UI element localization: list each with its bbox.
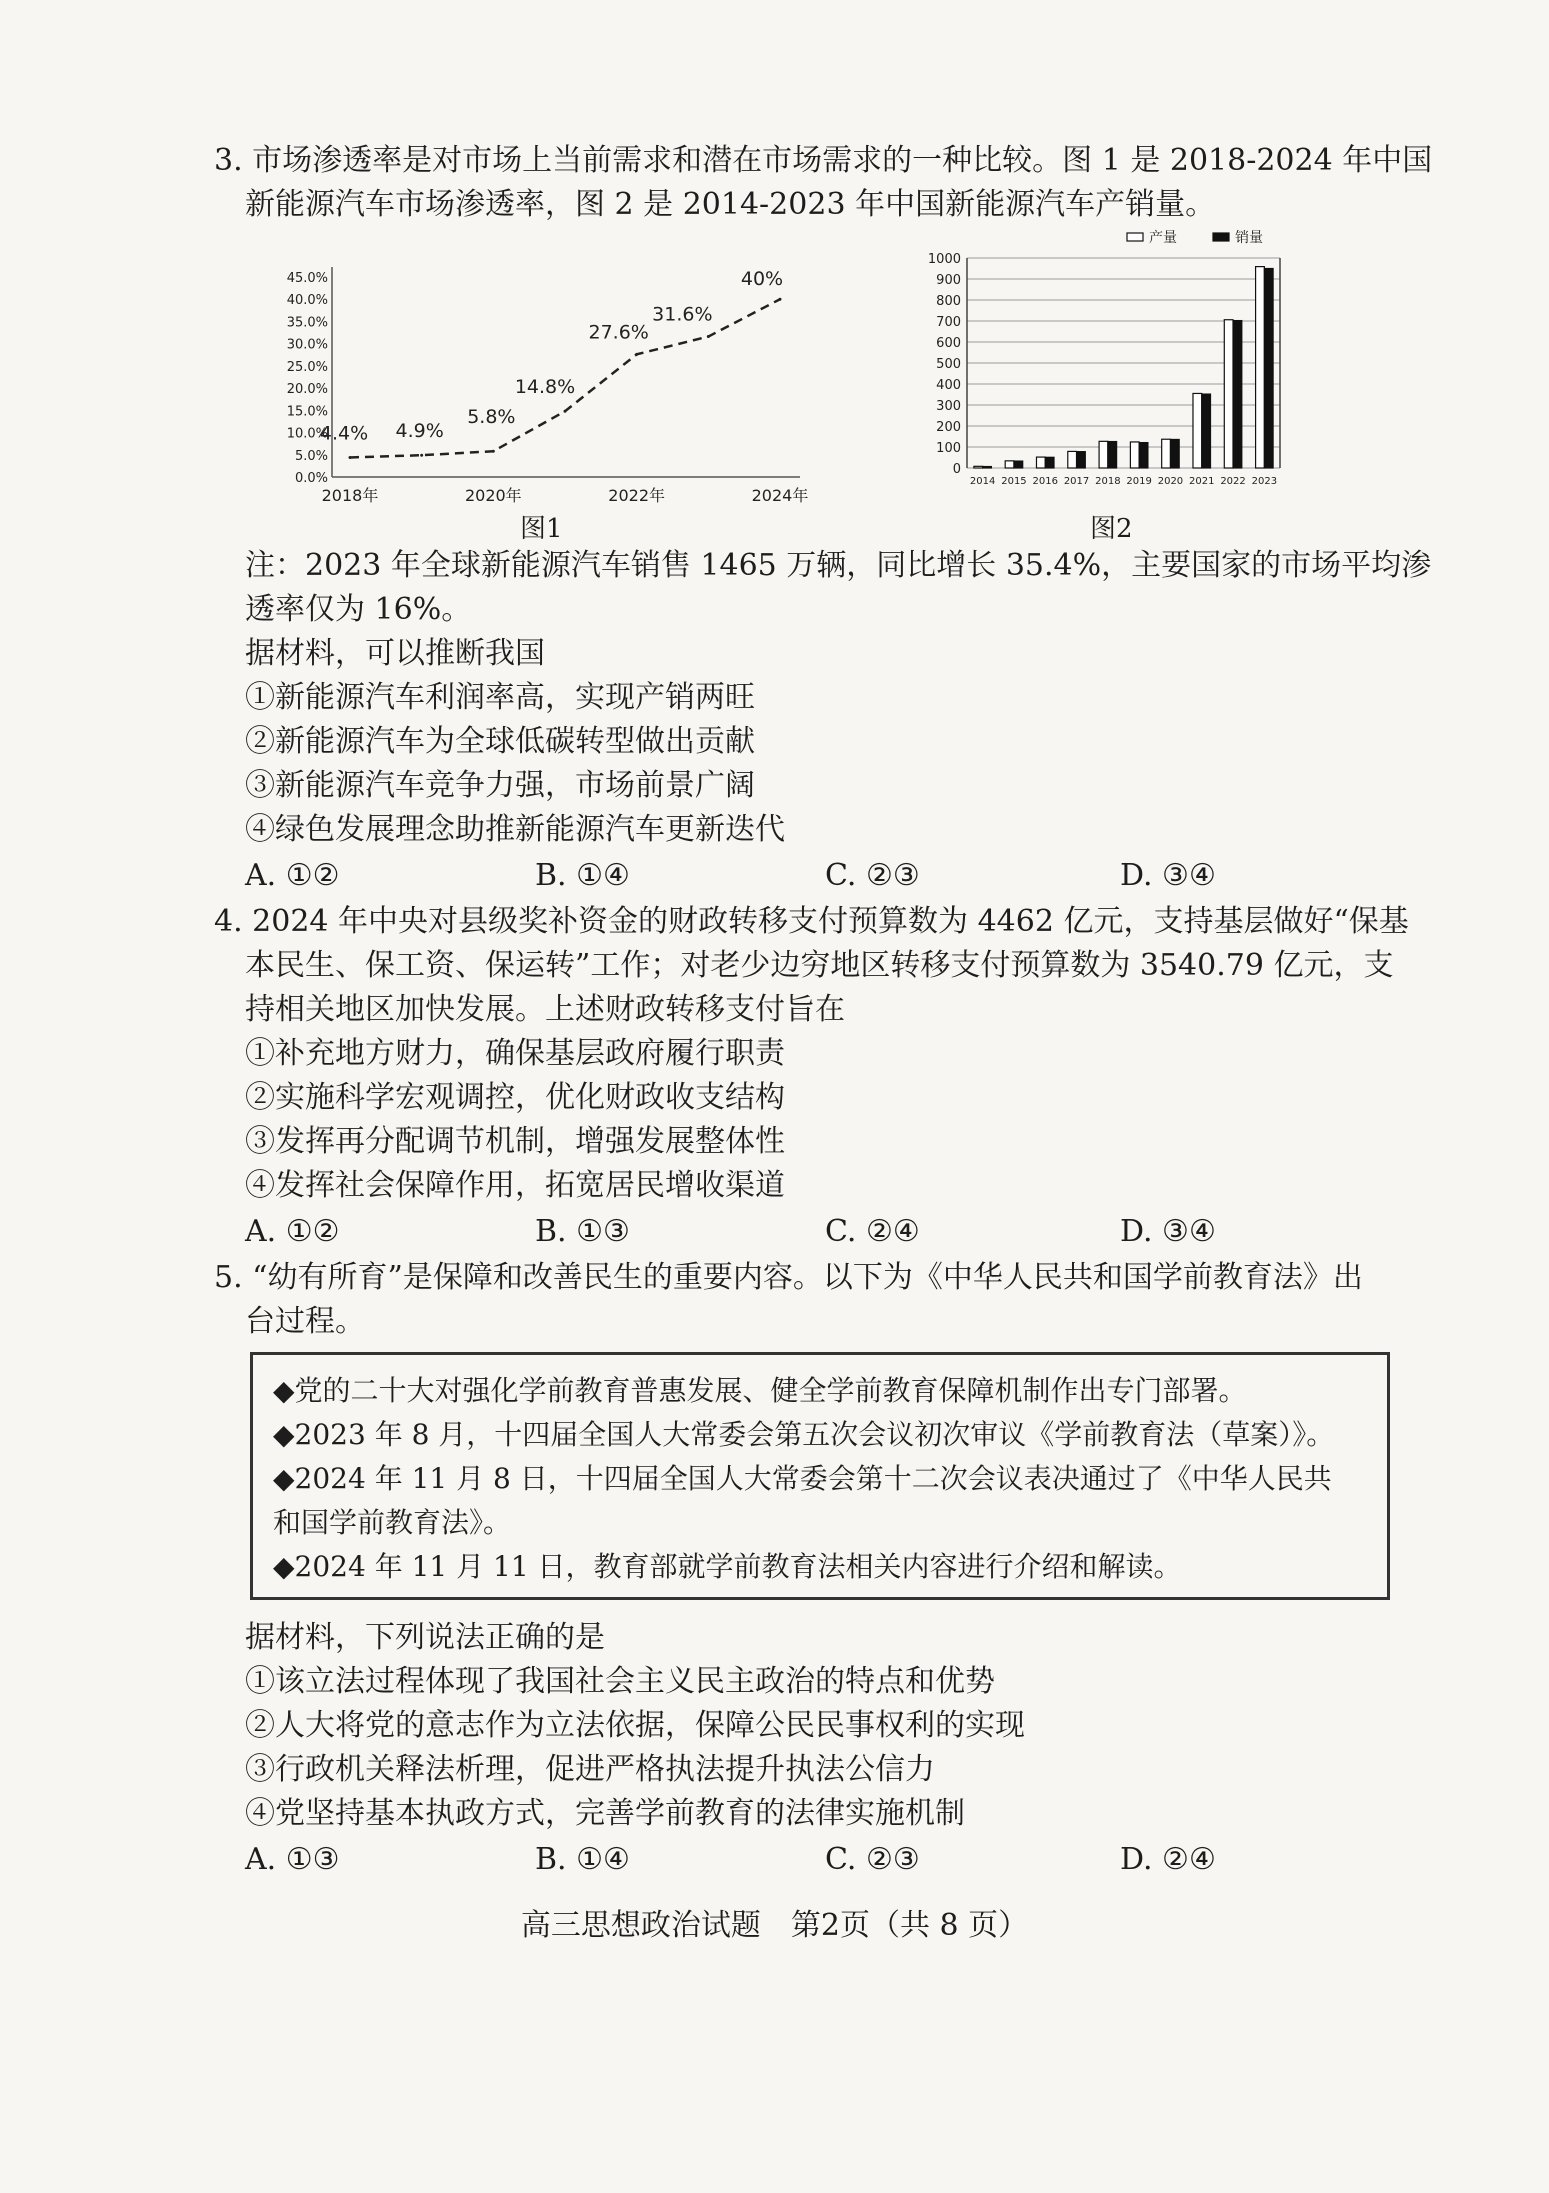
fig2-bar-production	[1068, 451, 1077, 468]
q4-item-1: ①补充地方财力，确保基层政府履行职责	[245, 1036, 785, 1071]
fig2-bar-sales	[1045, 457, 1054, 468]
fig2-x-tick-label: 2023	[1251, 476, 1278, 487]
fig2-x-tick-label: 2015	[1001, 476, 1027, 487]
fig2-y-tick-label: 1000	[927, 252, 961, 267]
fig1-y-tick-label: 45.0%	[286, 271, 328, 286]
q3-option-a: A. ①②	[245, 858, 340, 893]
fig2-x-tick-label: 2022	[1220, 476, 1246, 487]
q3-item-3: ③新能源汽车竞争力强，市场前景广阔	[245, 768, 755, 803]
fig1-data-label: 27.6%	[588, 321, 649, 344]
q3-lead: 据材料，可以推断我国	[245, 636, 545, 671]
fig2-bar-production	[1005, 461, 1014, 468]
q5-option-c: C. ②③	[825, 1842, 920, 1877]
q3-item-2: ②新能源汽车为全球低碳转型做出贡献	[245, 724, 755, 759]
fig1-x-tick-label: 2022年	[608, 486, 666, 505]
q4-option-b: B. ①③	[535, 1214, 630, 1249]
fig2-y-tick-label: 300	[936, 399, 961, 414]
q5-option-a: A. ①③	[245, 1842, 340, 1877]
fig2-y-tick-label: 100	[936, 441, 961, 456]
fig2-bar-production	[1099, 441, 1108, 468]
figure1-penetration-line-chart	[270, 255, 830, 505]
fig2-x-tick-label: 2017	[1063, 476, 1090, 487]
q4-option-d: D. ③④	[1120, 1214, 1216, 1249]
q4-item-4: ④发挥社会保障作用，拓宽居民增收渠道	[245, 1168, 785, 1203]
fig2-bar-production	[974, 466, 983, 468]
q5-item-4: ④党坚持基本执政方式，完善学前教育的法律实施机制	[245, 1796, 965, 1831]
q5-box-line4: 和国学前教育法》。	[273, 1506, 512, 1539]
fig1-y-tick-label: 0.0%	[294, 471, 328, 486]
fig1-data-point	[492, 450, 495, 453]
fig2-y-tick-label: 800	[936, 294, 961, 309]
fig2-bar-production	[1036, 457, 1045, 468]
q4-option-c: C. ②④	[825, 1214, 920, 1249]
fig2-bar-production	[1256, 267, 1265, 468]
fig2-bar-sales	[1202, 394, 1211, 468]
fig2-bar-sales	[1077, 452, 1086, 468]
figure2-production-sales-bar-chart	[915, 225, 1295, 500]
fig2-x-tick-label: 2016	[1032, 476, 1058, 487]
fig2-bar-sales	[1139, 443, 1148, 468]
fig1-data-label: 14.8%	[514, 376, 576, 399]
fig1-y-tick-label: 5.0%	[294, 448, 328, 464]
q3-item-4: ④绿色发展理念助推新能源汽车更新迭代	[245, 812, 785, 847]
q3-option-c: C. ②③	[825, 858, 920, 893]
fig2-bar-sales	[1014, 461, 1023, 468]
fig1-y-tick-label: 10.0%	[286, 426, 328, 442]
fig2-bar-sales	[1233, 321, 1242, 468]
fig2-x-tick-label: 2018	[1095, 476, 1121, 487]
fig2-bar-production	[1162, 439, 1171, 468]
fig2-bar-sales	[1108, 442, 1117, 468]
fig2-y-tick-label: 400	[936, 378, 961, 393]
q3-note-line2: 透率仅为 16%。	[245, 592, 472, 627]
q4-stem-line1: 4. 2024 年中央对县级奖补资金的财政转移支付预算数为 4462 亿元，支持基层做好“保基	[214, 904, 1409, 939]
fig1-data-point	[564, 410, 567, 413]
q3-stem-line1: 3. 市场渗透率是对市场上当前需求和潜在市场需求的一种比较。图 1 是 2018-2024 年中国	[214, 143, 1433, 178]
fig2-x-tick-label: 2021	[1189, 476, 1215, 487]
fig1-data-label: 5.8%	[467, 406, 516, 429]
fig2-bar-sales	[1170, 439, 1179, 468]
q4-item-2: ②实施科学宏观调控，优化财政收支结构	[245, 1080, 785, 1115]
fig2-x-tick-label: 2020	[1157, 476, 1184, 487]
fig2-bar-sales	[1264, 269, 1273, 469]
fig1-y-tick-label: 20.0%	[286, 382, 328, 398]
fig2-legend-swatch	[1127, 233, 1143, 241]
q3-option-d: D. ③④	[1120, 858, 1216, 893]
fig2-bar-production	[1193, 393, 1202, 468]
q5-lead: 据材料，下列说法正确的是	[245, 1620, 605, 1655]
q5-box-line5: ◆2024 年 11 月 11 日，教育部就学前教育法相关内容进行介绍和解读。	[273, 1550, 1182, 1583]
fig1-y-tick-label: 15.0%	[286, 404, 328, 420]
fig1-y-tick-label: 40.0%	[286, 293, 328, 309]
q3-item-1: ①新能源汽车利润率高，实现产销两旺	[245, 680, 755, 715]
fig2-bar-production	[1130, 442, 1139, 468]
fig1-data-point	[779, 298, 782, 301]
q5-material-box	[250, 1352, 1390, 1600]
q5-item-2: ②人大将党的意志作为立法依据，保障公民民事权利的实现	[245, 1708, 1025, 1743]
q4-item-3: ③发挥再分配调节机制，增强发展整体性	[245, 1124, 785, 1159]
fig1-data-point	[349, 456, 352, 459]
fig1-data-label: 4.4%	[319, 422, 369, 445]
fig2-bar-production	[1224, 320, 1233, 468]
figure2-caption: 图2	[1090, 514, 1133, 544]
figure1-caption: 图1	[520, 514, 563, 544]
q5-item-3: ③行政机关释法析理，促进严格执法提升执法公信力	[245, 1752, 935, 1787]
fig1-y-tick-label: 25.0%	[286, 359, 328, 375]
fig2-y-tick-label: 0	[952, 462, 961, 477]
q5-option-d: D. ②④	[1120, 1842, 1216, 1877]
fig1-data-point	[420, 454, 423, 457]
q3-stem-line2: 新能源汽车市场渗透率，图 2 是 2014-2023 年中国新能源汽车产销量。	[245, 187, 1216, 222]
q5-box-line3: ◆2024 年 11 月 8 日，十四届全国人大常委会第十二次会议表决通过了《中华人民共	[273, 1462, 1332, 1495]
q5-item-1: ①该立法过程体现了我国社会主义民主政治的特点和优势	[245, 1664, 995, 1699]
fig1-x-tick-label: 2020年	[464, 486, 522, 505]
q4-stem-line3: 持相关地区加快发展。上述财政转移支付旨在	[245, 992, 845, 1027]
fig2-y-tick-label: 700	[936, 315, 961, 330]
fig2-legend-swatch	[1213, 233, 1229, 241]
q3-note-line1: 注：2023 年全球新能源汽车销售 1465 万辆，同比增长 35.4%，主要国家的市场平均渗	[245, 548, 1432, 583]
fig1-data-point	[707, 335, 710, 338]
fig1-x-tick-label: 2024年	[751, 486, 809, 505]
fig1-data-label: 31.6%	[652, 303, 713, 326]
fig1-x-tick-label: 2018年	[321, 486, 379, 505]
q5-stem-line1: 5. “幼有所育”是保障和改善民生的重要内容。以下为《中华人民共和国学前教育法》出	[214, 1260, 1363, 1295]
fig2-bar-sales	[983, 467, 992, 468]
q4-stem-line2: 本民生、保工资、保运转”工作；对老少边穷地区转移支付预算数为 3540.79 亿元，支	[245, 948, 1394, 983]
page-footer: 高三思想政治试题 第2页（共 8 页）	[520, 1908, 1029, 1943]
fig2-x-tick-label: 2019	[1126, 476, 1152, 487]
fig2-y-tick-label: 900	[936, 273, 961, 288]
fig1-data-label: 4.9%	[395, 420, 444, 443]
fig1-y-tick-label: 35.0%	[286, 315, 328, 331]
fig2-y-tick-label: 600	[936, 336, 961, 351]
q5-box-line1: ◆党的二十大对强化学前教育普惠发展、健全学前教育保障机制作出专门部署。	[273, 1374, 1247, 1407]
q5-box-line2: ◆2023 年 8 月，十四届全国人大常委会第五次会议初次审议《学前教育法（草案）》。	[273, 1418, 1335, 1451]
fig2-legend-label: 产量	[1149, 230, 1177, 246]
fig2-legend-label: 销量	[1235, 230, 1263, 246]
fig1-data-point	[635, 353, 638, 356]
fig2-x-tick-label: 2014	[969, 476, 996, 487]
fig2-y-tick-label: 500	[936, 357, 961, 372]
fig1-data-label: 40%	[740, 268, 784, 291]
q5-option-b: B. ①④	[535, 1842, 630, 1877]
q4-option-a: A. ①②	[245, 1214, 340, 1249]
q3-option-b: B. ①④	[535, 858, 630, 893]
q5-stem-line2: 台过程。	[245, 1304, 365, 1339]
fig2-y-tick-label: 200	[936, 420, 961, 435]
fig1-y-tick-label: 30.0%	[286, 337, 328, 353]
